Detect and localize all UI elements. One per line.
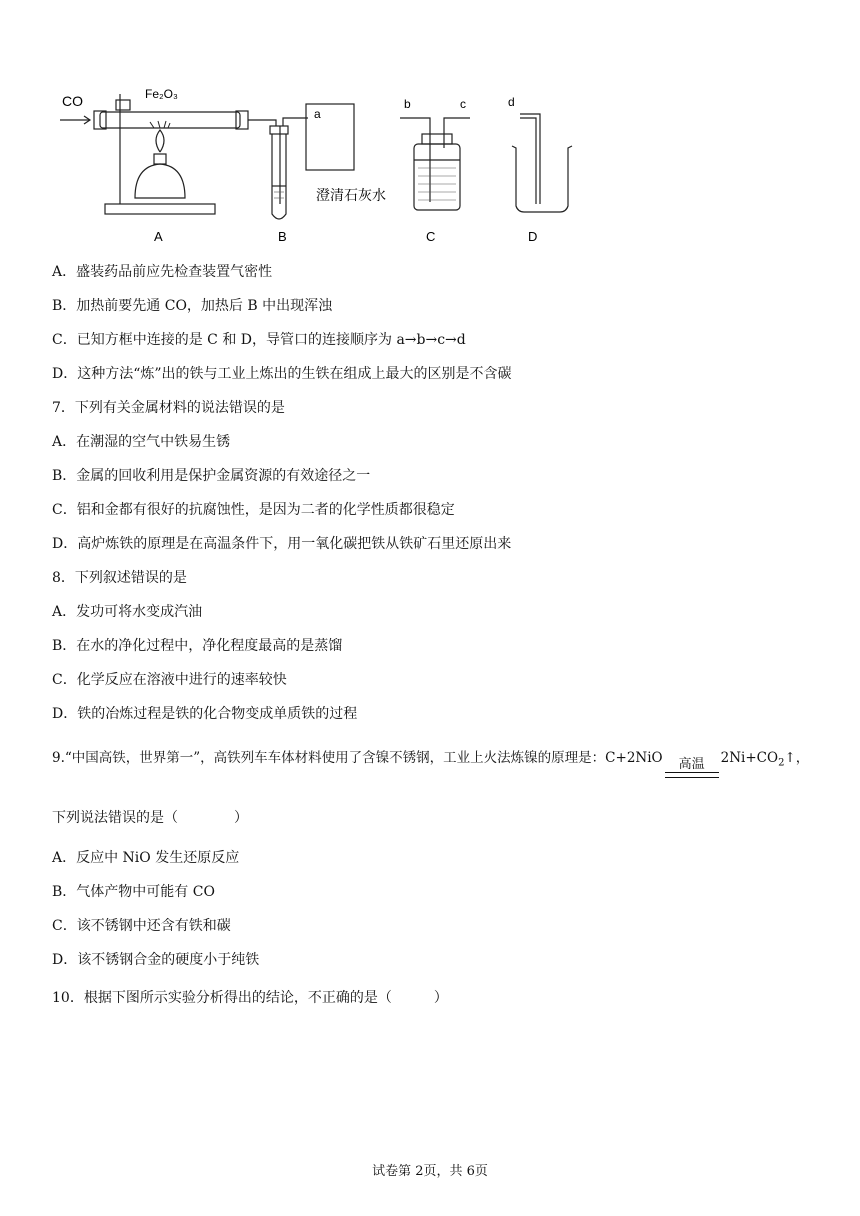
- flame: [156, 130, 164, 152]
- q7-option-c: C．铝和金都有很好的抗腐蚀性，是因为二者的化学性质都很稳定: [52, 502, 455, 518]
- apparatus-figure: [50, 86, 610, 251]
- apparatus-label-d: D: [528, 229, 538, 244]
- q6-option-b: B．加热前要先通 CO，加热后 B 中出现浑浊: [52, 298, 333, 314]
- co-label: CO: [62, 93, 83, 109]
- q8-option-a: A．发功可将水变成汽油: [52, 604, 203, 620]
- q8-option-d: D．铁的冶炼过程是铁的化合物变成单质铁的过程: [52, 706, 358, 722]
- apparatus-label-b: B: [278, 229, 287, 244]
- limewater-label: 澄清石灰水: [316, 187, 386, 203]
- page-footer: 试卷第 2页，共 6页: [372, 1164, 488, 1179]
- q8-stem: 8．下列叙述错误的是: [52, 570, 187, 586]
- stand-base: [105, 204, 215, 214]
- q7-option-b: B．金属的回收利用是保护金属资源的有效途径之一: [52, 468, 371, 484]
- connector-tube: [248, 120, 276, 126]
- apparatus-label-c: C: [426, 229, 436, 244]
- reagent-label: Fe₂O₃: [145, 87, 178, 101]
- apparatus-diagram: [50, 86, 610, 251]
- q9-option-b: B．气体产物中可能有 CO: [52, 884, 215, 900]
- q9-option-a: A．反应中 NiO 发生还原反应: [52, 850, 240, 866]
- q9-stem-end: ↑，: [784, 750, 810, 766]
- q6-option-a: A．盛装药品前应先检查装置气密性: [52, 264, 273, 280]
- q7-stem: 7．下列有关金属材料的说法错误的是: [52, 400, 285, 416]
- tube-label-a: a: [314, 107, 321, 121]
- right-stopper: [236, 111, 248, 129]
- q7-option-a: A．在潮湿的空气中铁易生锈: [52, 434, 231, 450]
- q8-option-b: B．在水的净化过程中，净化程度最高的是蒸馏: [52, 638, 343, 654]
- reaction-tube: [100, 112, 240, 128]
- tube-label-c: c: [460, 97, 466, 111]
- beaker-d: [512, 146, 572, 212]
- q9-option-d: D．该不锈钢合金的硬度小于纯铁: [52, 952, 260, 968]
- q9-option-c: C．该不锈钢中还含有铁和碳: [52, 918, 231, 934]
- reaction-condition: [665, 758, 719, 778]
- q7-option-d: D．高炉炼铁的原理是在高温条件下，用一氧化碳把铁从铁矿石里还原出来: [52, 536, 512, 552]
- q6-option-d: D．这种方法“炼”出的铁与工业上炼出的生铁在组成上最大的区别是不含碳: [52, 366, 512, 382]
- apparatus-label-a: A: [154, 229, 163, 244]
- q9-subscript: 2: [778, 757, 785, 769]
- condition-label: 高温: [678, 756, 705, 772]
- q9-stem-text: 9.“中国高铁，世界第一”，高铁列车车体材料使用了含镍不锈钢，工业上火法炼镍的原理是：C+2NiO: [52, 750, 663, 766]
- q8-option-c: C．化学反应在溶液中进行的速率较快: [52, 672, 287, 688]
- clamp: [116, 100, 130, 110]
- q10-stem: 10．根据下图所示实验分析得出的结论，不正确的是（ ）: [52, 990, 448, 1006]
- q9-product-text: 2Ni+CO: [720, 750, 779, 766]
- test-tube-b: [272, 134, 286, 219]
- q6-option-c: C．已知方框中连接的是 C 和 D，导管口的连接顺序为 a→b→c→d: [52, 332, 466, 348]
- alcohol-lamp: [135, 164, 185, 198]
- tube-label-d: d: [508, 95, 515, 109]
- equals-bar: [665, 772, 719, 778]
- q9-stem: [52, 748, 809, 774]
- tube-label-b: b: [404, 97, 411, 111]
- q9-stem2: 下列说法错误的是（ ）: [52, 810, 248, 826]
- reagent-powder: [146, 121, 174, 128]
